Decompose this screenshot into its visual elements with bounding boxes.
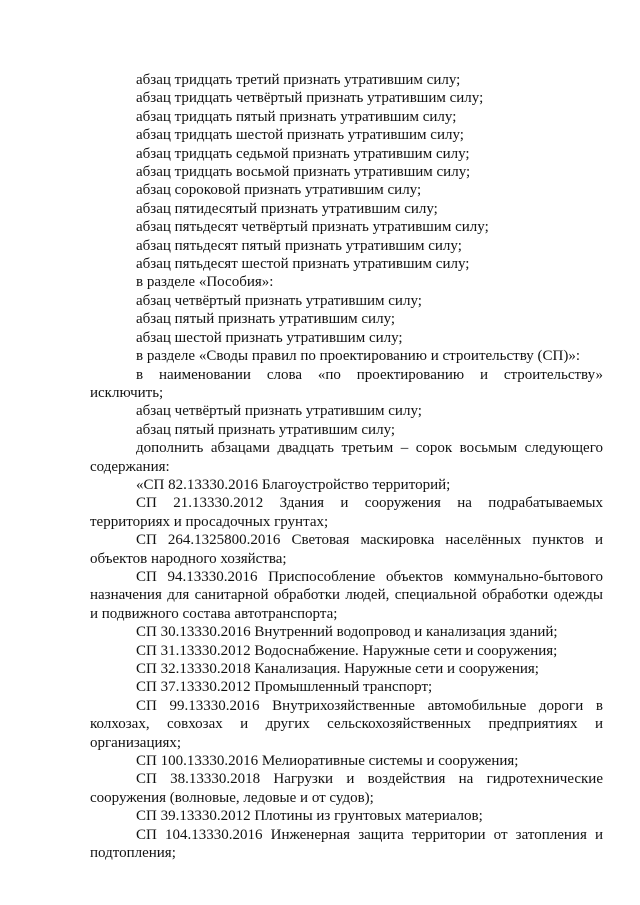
standard-item: СП 99.13330.2016 Внутрихозяйственные автомобильные дороги в колхозах, совхозах и других сельскохозяйственных предприятиях и организациях;	[90, 697, 603, 751]
paragraph: абзац пятьдесят шестой признать утратившим силу;	[136, 256, 470, 273]
section-heading: в разделе «Своды правил по проектированию и строительству (СП)»:	[136, 348, 581, 365]
section-heading: в разделе «Пособия»:	[136, 274, 274, 291]
paragraph: абзац четвёртый признать утратившим силу;	[136, 403, 422, 420]
paragraph: абзац тридцать шестой признать утратившим силу;	[136, 127, 464, 144]
standard-item: СП 38.13330.2018 Нагрузки и воздействия на гидротехнические сооружения (волновые, ледовые и от судов);	[90, 771, 603, 806]
standard-item: СП 32.13330.2018 Канализация. Наружные сети и сооружения;	[136, 661, 539, 677]
paragraph: абзац пятидесятый признать утратившим силу;	[136, 200, 438, 217]
paragraph: в наименовании слова «по проектированию и строительству» исключить;	[90, 366, 603, 401]
standard-item: СП 39.13330.2012 Плотины из грунтовых материалов;	[136, 808, 483, 825]
standard-item: СП 94.13330.2016 Приспособление объектов коммунально-бытового назначения для санитарной обработки людей, специальной обработки одежды и подвижного состава автотранспорта;	[90, 568, 603, 622]
standard-item: СП 31.13330.2012 Водоснабжение. Наружные сети и сооружения;	[136, 642, 558, 659]
standard-item: СП 264.1325800.2016 Световая маскировка населённых пунктов и объектов народного хозяйства;	[90, 532, 603, 567]
paragraph: абзац тридцать седьмой признать утратившим силу;	[136, 145, 470, 162]
paragraph: абзац тридцать четвёртый признать утратившим силу;	[136, 90, 484, 107]
paragraph: абзац пятьдесят четвёртый признать утратившим силу;	[136, 219, 489, 236]
paragraph: абзац тридцать восьмой признать утратившим силу;	[136, 164, 471, 181]
standard-item: СП 104.13330.2016 Инженерная защита территории от затопления и подтопления;	[90, 826, 603, 862]
paragraph: абзац тридцать пятый признать утратившим силу;	[136, 108, 457, 125]
paragraph: абзац шестой признать утратившим силу;	[136, 329, 403, 346]
paragraph: абзац пятьдесят пятый признать утратившим силу;	[136, 237, 462, 254]
paragraph: абзац пятый признать утратившим силу;	[136, 311, 396, 328]
standard-item: СП 21.13330.2012 Здания и сооружения на подрабатываемых территориях и просадочных грунтах;	[90, 495, 603, 530]
standard-item: СП 30.13330.2016 Внутренний водопровод и канализация зданий;	[136, 624, 558, 641]
paragraph: абзац тридцать третий признать утратившим силу;	[136, 72, 461, 88]
standard-item: «СП 82.13330.2016 Благоустройство территорий;	[136, 476, 451, 493]
standard-item: СП 37.13330.2012 Промышленный транспорт;	[136, 679, 433, 696]
paragraph: дополнить абзацами двадцать третьим – сорок восьмым следующего содержания:	[90, 440, 603, 475]
paragraph: абзац четвёртый признать утратившим силу;	[136, 292, 422, 309]
standard-item: СП 100.13330.2016 Мелиоративные системы и сооружения;	[136, 753, 519, 770]
paragraph: абзац пятый признать утратившим силу;	[136, 421, 396, 438]
document-page	[90, 71, 603, 862]
paragraph: абзац сороковой признать утратившим силу;	[136, 182, 422, 199]
